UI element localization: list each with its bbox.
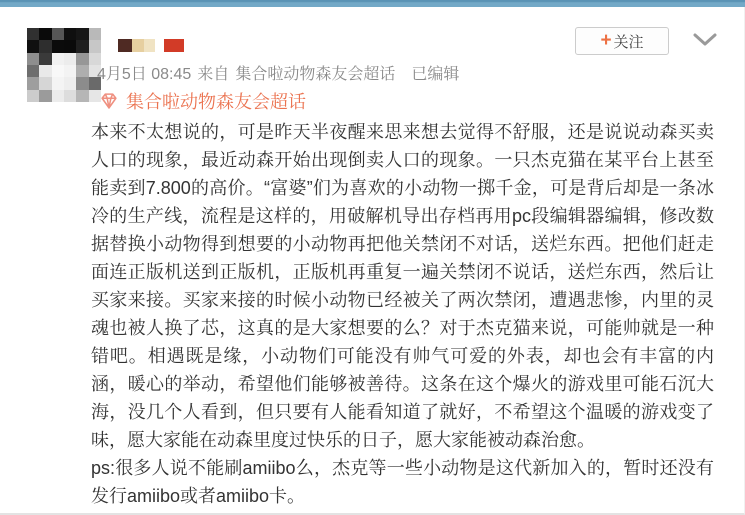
post-timestamp[interactable]: 4月5日 08:45 — [97, 66, 192, 83]
source-prefix-label: 来自 — [197, 66, 230, 83]
avatar[interactable] — [27, 28, 101, 102]
post-body — [91, 118, 714, 510]
avatar-mosaic-cell — [64, 65, 76, 77]
avatar-mosaic-cell — [27, 77, 39, 89]
avatar-mosaic-cell — [27, 90, 39, 102]
avatar-mosaic-cell — [89, 28, 101, 40]
username-censor-block — [164, 39, 184, 52]
follow-button[interactable] — [575, 27, 669, 55]
edited-label: 已编辑 — [411, 66, 460, 83]
avatar-mosaic-cell — [52, 40, 64, 52]
avatar-mosaic-cell — [27, 40, 39, 52]
avatar-mosaic-cell — [76, 77, 88, 89]
source-link[interactable]: 集合啦动物森友会超话 — [235, 66, 396, 83]
avatar-mosaic-cell — [39, 53, 51, 65]
plus-icon: + — [600, 29, 612, 51]
supertopic-label: 集合啦动物森友会超话 — [126, 92, 306, 112]
supertopic-link[interactable] — [98, 88, 306, 114]
username-censor-block — [118, 39, 132, 52]
avatar-mosaic-cell — [39, 65, 51, 77]
avatar-mosaic-cell — [64, 28, 76, 40]
avatar-mosaic-cell — [76, 28, 88, 40]
avatar-mosaic-cell — [39, 40, 51, 52]
supertopic-gem-icon — [98, 90, 120, 112]
avatar-mosaic-cell — [39, 28, 51, 40]
avatar-mosaic-cell — [52, 65, 64, 77]
avatar-mosaic-cell — [64, 77, 76, 89]
follow-label: 关注 — [613, 33, 644, 51]
avatar-mosaic-cell — [39, 77, 51, 89]
avatar-mosaic-cell — [27, 53, 39, 65]
post-meta — [97, 61, 465, 84]
avatar-mosaic-cell — [76, 65, 88, 77]
username-censor-block — [132, 39, 144, 52]
avatar-mosaic-cell — [76, 90, 88, 102]
username-censor-block — [144, 39, 155, 52]
avatar-mosaic-cell — [89, 40, 101, 52]
avatar-mosaic-cell — [76, 53, 88, 65]
avatar-mosaic-cell — [64, 90, 76, 102]
avatar-mosaic-cell — [52, 53, 64, 65]
avatar-mosaic-cell — [27, 28, 39, 40]
avatar-mosaic-cell — [52, 28, 64, 40]
avatar-mosaic-cell — [39, 90, 51, 102]
chevron-down-icon[interactable] — [692, 32, 718, 48]
username-censored[interactable] — [118, 39, 184, 52]
avatar-mosaic-cell — [52, 90, 64, 102]
window-top-bar — [0, 0, 745, 7]
post-ps: ps:很多人说不能刷amiibo么，杰克等一些小动物是这代新加入的，暂时还没有发行amiibo或者amiibo卡。 — [91, 458, 714, 506]
avatar-mosaic-cell — [64, 53, 76, 65]
avatar-mosaic-cell — [76, 40, 88, 52]
avatar-mosaic-cell — [52, 77, 64, 89]
avatar-mosaic-cell — [27, 65, 39, 77]
post-text: 本来不太想说的，可是昨天半夜醒来思来想去觉得不舒服，还是说说动森买卖人口的现象，最近动森开始出现倒卖人口的现象。一只杰克猫在某平台上甚至能卖到7.800的高价。“富婆”们为喜欢的小动物一掷千金，可是背后却是一条冰冷的生产线，流程是这样的，用破解机导出存档再用pc段编辑器编辑，修改数据替换小动物得到想要的小动物再把他关禁闭不对话，送烂东西。把他们赶走面连正版机送到正版机，正版机再重复一遍关禁闭不说话，送烂东西，然后让买家来接。买家来接的时候小动物已经被关了两次禁闭，遭遇悲惨，内里的灵魂也被人换了芯，这真的是大家想要的么？对于杰克猫来说，可能帅就是一种错吧。相遇既是缘，小动物们可能没有帅气可爱的外表，却也会有丰富的内涵，暖心的举动，希望他们能够被善待。这条在这个爆火的游戏里可能石沉大海，没几个人看到，但只要有人能看知道了就好，不希望这个温暖的游戏变了味，愿大家能在动森里度过快乐的日子，愿大家能被动森治愈。 — [91, 122, 714, 450]
avatar-mosaic-cell — [64, 40, 76, 52]
